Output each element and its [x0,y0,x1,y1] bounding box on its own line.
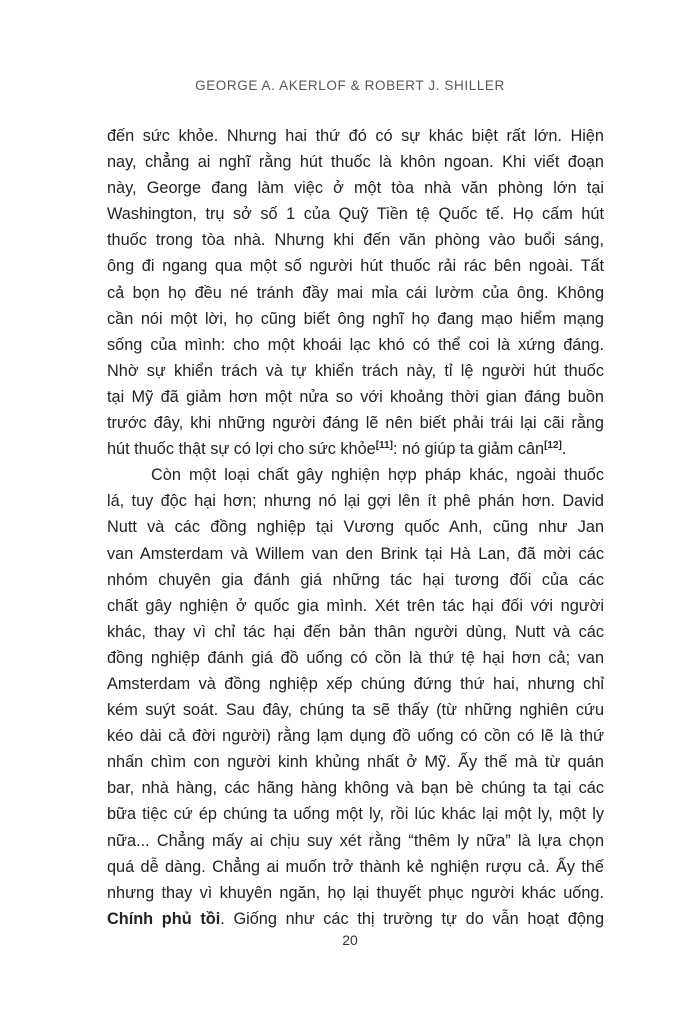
text-line: khác, thay vì chỉ tác hại đến bản thân người dùng, Nutt và các [107,622,604,641]
text-line: tại Mỹ đã giảm hơn một nửa so với khoảng thời gian đáng buồn [107,387,604,406]
text-line-continued [107,906,604,932]
text-line: chất gây nghiện ở quốc gia mình. Xét trên tác hại đối với người [107,596,604,615]
paragraph-2 [107,462,604,932]
text-fragment: : nó giúp ta giảm cân [392,440,545,459]
text-fragment: . [561,440,567,459]
text-line: thuốc trong tòa nhà. Nhưng khi đến văn phòng vào buổi sáng, [107,231,604,250]
text-line: đồng nghiệp đánh giá đồ uống có cồn là thứ tệ hại hơn cả; van [107,648,604,667]
text-line: trước đây, khi những người đáng lẽ nên biết phải trái lại cãi rằng [107,414,604,433]
text-line: Nutt và các đồng nghiệp tại Vương quốc Anh, cũng như Jan [107,518,604,537]
text-line: nữa... Chẳng mấy ai chịu suy xét rằng “thêm ly nữa” là lựa chọn [107,831,604,850]
text-line: bar, nhà hàng, các hãng hàng không và bạn bè chúng ta tại các [107,779,604,798]
text-line: quá dễ dàng. Chẳng ai muốn trở thành kẻ nghiện rượu cả. Ấy thế [107,857,604,876]
text-line: kém suýt soát. Sau đây, chúng ta sẽ thấy (từ những nghiên cứu [107,701,604,720]
text-line-final [107,436,604,462]
text-line: Còn một loại chất gây nghiện hợp pháp khác, ngoài thuốc [151,466,604,485]
text-line: sống của mình: cho một khoái lạc khó có thể coi là xứng đáng. [107,335,604,354]
text-line: này, George đang làm việc ở một tòa nhà văn phòng lớn tại [107,179,604,198]
text-line: Amsterdam và đồng nghiệp xếp chúng đứng thứ hai, nhưng chỉ [107,674,604,693]
text-line: cần nói một lời, họ cũng biết ông nghĩ họ đang mạo hiểm mạng [107,309,604,328]
page-body [107,123,604,932]
text-line: bữa tiệc cứ ép chúng ta uống một ly, rồi lúc khác lại một ly, một ly [107,805,604,824]
text-line: Washington, trụ sở số 1 của Quỹ Tiền tệ Quốc tế. Họ cấm hút [107,205,604,224]
text-line: ông đi ngang qua một số người hút thuốc rải rác bên ngoài. Tất [107,257,604,276]
footnote-ref-11[interactable]: [11] [375,440,393,452]
bold-heading-phrase: Chính phủ tồi [107,909,221,928]
text-fragment: hút thuốc thật sự có lợi cho sức khỏe [107,440,376,459]
text-line: Nhờ sự khiển trách và tự khiển trách này, tỉ lệ người hút thuốc [107,361,604,380]
page-number: 20 [342,932,358,948]
text-line: nhưng thay vì khuyên ngăn, họ lại thuyết phục người khác uống. [107,883,604,902]
text-fragment: . Giống như các thị trường tự do vẫn hoạt động [220,909,604,928]
paragraph-1 [107,123,604,462]
text-line: đến sức khỏe. Nhưng hai thứ đó có sự khác biệt rất lớn. Hiện [107,127,604,145]
text-line: nhấn chìm con người kinh khủng nhất ở Mỹ. Ấy thế mà từ quán [107,753,604,772]
running-header: GEORGE A. AKERLOF & ROBERT J. SHILLER [195,78,505,93]
text-line: cả bọn họ đều né tránh đầy mai mỉa cái lườm của ông. Không [107,283,604,302]
text-line: lá, tuy độc hại hơn; nhưng nó lại gợi lên ít phê phán hơn. David [107,492,604,511]
text-line: van Amsterdam và Willem van den Brink tại Hà Lan, đã mời các [107,544,604,563]
footnote-ref-12[interactable]: [12] [544,440,562,452]
text-line: kéo dài cả đời người) rằng lạm dụng đồ uống có cồn có lẽ là thứ [107,727,604,746]
text-line: nhóm chuyên gia đánh giá những tác hại tương đối của các [107,570,604,589]
text-line: nay, chẳng ai nghĩ rằng hút thuốc là khôn ngoan. Khi viết đoạn [107,153,604,172]
